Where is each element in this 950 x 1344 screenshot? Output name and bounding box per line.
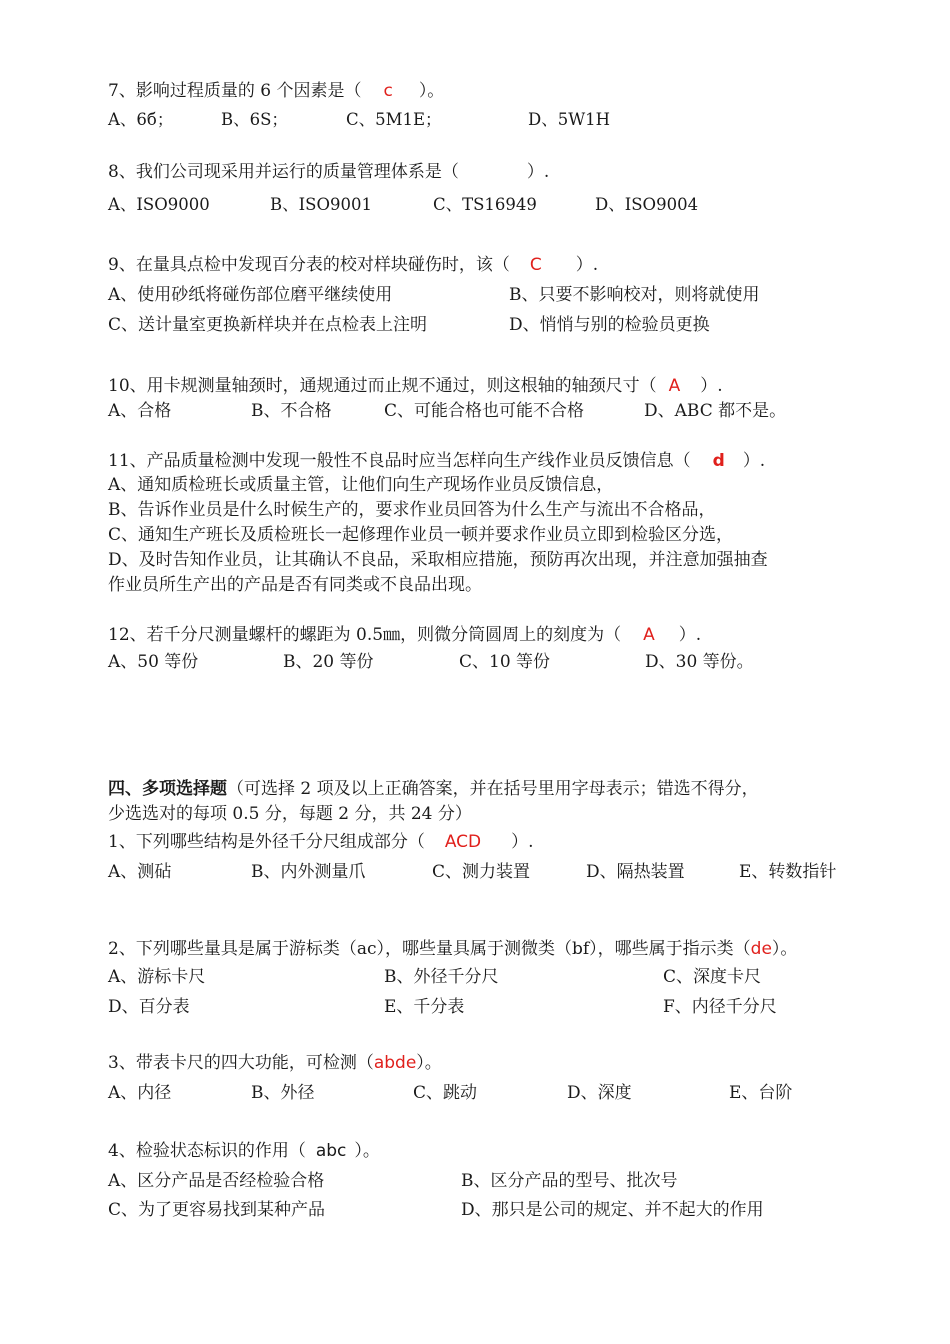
option: A、50 等份 xyxy=(108,652,199,672)
multi-question-1 xyxy=(108,831,534,853)
option: B、6S； xyxy=(221,110,288,129)
question-9 xyxy=(108,254,598,276)
multi-question-1-text: 1、下列哪些结构是外径千分尺组成部分（ xyxy=(108,832,425,852)
option: C、10 等份 xyxy=(459,652,551,672)
question-11-close: ）. xyxy=(742,451,766,471)
multi-question-4-answer: abc xyxy=(315,1141,347,1161)
option: A、内径 xyxy=(108,1083,172,1103)
question-11-option-a: A、通知质检班长或质量主管，让他们向生产现场作业员反馈信息， xyxy=(108,475,614,495)
option: D、30 等份。 xyxy=(645,652,754,672)
option: A、ISO9000 xyxy=(108,195,210,214)
multi-question-4-close: ）。 xyxy=(354,1141,380,1161)
option: D、ISO9004 xyxy=(595,195,699,214)
option: C、可能合格也可能不合格 xyxy=(384,401,585,421)
option: F、内径千分尺 xyxy=(663,997,777,1017)
question-10 xyxy=(108,375,723,397)
option: D、百分表 xyxy=(108,997,190,1017)
question-11-option-b: B、告诉作业员是什么时候生产的，要求作业员回答为什么生产与流出不合格品， xyxy=(108,500,716,520)
multi-question-2-answer: de xyxy=(750,939,772,959)
option: B、只要不影响校对，则将就使用 xyxy=(509,285,760,305)
option: E、台阶 xyxy=(729,1083,793,1103)
multi-question-4-text: 4、检验状态标识的作用（ xyxy=(108,1141,306,1161)
question-9-answer: C xyxy=(529,255,542,275)
multi-question-3 xyxy=(108,1052,442,1074)
multi-question-1-answer: ACD xyxy=(444,832,482,852)
question-11-text: 11、产品质量检测中发现一般性不良品时应当怎样向生产线作业员反馈信息（ xyxy=(108,451,691,471)
option: B、区分产品的型号、批次号 xyxy=(461,1171,678,1191)
question-11-answer: d xyxy=(712,451,725,471)
multi-question-3-close: ）。 xyxy=(416,1053,442,1073)
question-8-text: 8、我们公司现采用并运行的质量管理体系是（ ）. xyxy=(108,162,550,182)
option: C、TS16949 xyxy=(433,195,537,214)
option: B、20 等份 xyxy=(283,652,374,672)
question-7 xyxy=(108,80,444,102)
option: C、深度卡尺 xyxy=(663,967,762,987)
section-4-description: （可选择 2 项及以上正确答案，并在括号里用字母表示；错选不得分， xyxy=(227,779,759,799)
option: A、区分产品是否经检验合格 xyxy=(108,1171,325,1191)
question-10-answer: A xyxy=(668,376,681,396)
option: D、那只是公司的规定、并不起大的作用 xyxy=(461,1200,764,1220)
question-12-text: 12、若千分尺测量螺杆的螺距为 0.5㎜，则微分筒圆周上的刻度为（ xyxy=(108,625,622,645)
multi-question-1-close: ）. xyxy=(511,832,534,852)
option: B、外径 xyxy=(251,1083,315,1103)
multi-question-3-answer: abde xyxy=(373,1053,417,1073)
option: C、为了更容易找到某种产品 xyxy=(108,1200,326,1220)
question-7-text: 7、影响过程质量的 6 个因素是（ xyxy=(108,81,362,101)
question-9-close: ）. xyxy=(575,255,599,275)
option: C、测力装置 xyxy=(432,862,531,882)
question-9-text: 9、在量具点检中发现百分表的校对样块碰伤时，该（ xyxy=(108,255,510,275)
option: B、ISO9001 xyxy=(270,195,372,214)
option: A、游标卡尺 xyxy=(108,967,206,987)
question-11 xyxy=(108,450,765,472)
option: D、隔热装置 xyxy=(586,862,685,882)
section-4-description-cont: 少选选对的每项 0.5 分，每题 2 分，共 24 分） xyxy=(108,804,472,824)
question-11-option-c: C、通知生产班长及质检班长一起修理作业员一顿并要求作业员立即到检验区分选， xyxy=(108,525,734,545)
question-7-answer: c xyxy=(383,81,393,101)
question-12-close: ）. xyxy=(678,625,702,645)
question-12-answer: A xyxy=(643,625,655,645)
multi-question-3-text: 3、带表卡尺的四大功能，可检测（ xyxy=(108,1053,374,1073)
option: C、5M1E； xyxy=(346,110,442,129)
option: B、外径千分尺 xyxy=(384,967,499,987)
multi-question-2 xyxy=(108,938,797,960)
option: D、ABC 都不是。 xyxy=(644,401,787,421)
question-12 xyxy=(108,624,701,646)
option: C、跳动 xyxy=(413,1083,478,1103)
section-4-title: 四、多项选择题 xyxy=(108,779,227,799)
option: C、送计量室更换新样块并在点检表上注明 xyxy=(108,315,428,335)
question-11-option-d-cont: 作业员所生产出的产品是否有同类或不良品出现。 xyxy=(108,575,482,595)
option: A、测砧 xyxy=(108,862,172,882)
section-4-heading xyxy=(108,778,759,800)
option: B、不合格 xyxy=(251,401,332,421)
option: D、悄悄与别的检验员更换 xyxy=(509,315,710,335)
question-8 xyxy=(108,161,549,183)
option: E、转数指针 xyxy=(739,862,837,882)
option: D、深度 xyxy=(567,1083,632,1103)
option: A、合格 xyxy=(108,401,172,421)
option: D、5W1H xyxy=(528,110,611,129)
option: A、6б； xyxy=(108,110,174,129)
option: B、内外测量爪 xyxy=(251,862,366,882)
option: A、使用砂纸将碰伤部位磨平继续使用 xyxy=(108,285,393,305)
multi-question-2-close: ）。 xyxy=(771,939,798,959)
question-7-close: ）。 xyxy=(418,81,445,101)
multi-question-4 xyxy=(108,1140,380,1162)
question-10-text: 10、用卡规测量轴颈时，通规通过而止规不通过，则这根轴的轴颈尺寸（ xyxy=(108,376,657,396)
option: E、千分表 xyxy=(384,997,465,1017)
multi-question-2-text: 2、下列哪些量具是属于游标类（ac），哪些量具属于测微类（bf），哪些属于指示类（ xyxy=(108,939,751,959)
question-10-close: ）. xyxy=(700,376,723,396)
question-11-option-d: D、及时告知作业员，让其确认不良品，采取相应措施，预防再次出现，并注意加强抽查 xyxy=(108,550,768,570)
